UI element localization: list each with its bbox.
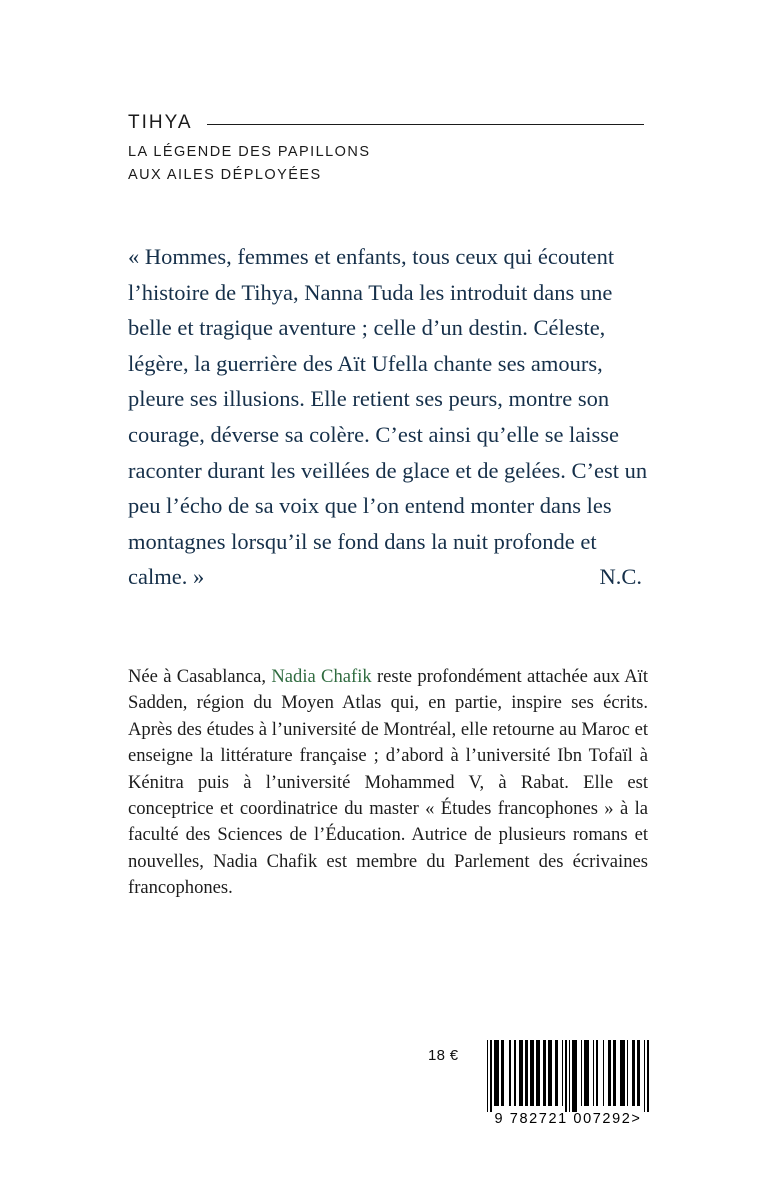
bio-text-before-name: Née à Casablanca, [128,666,272,687]
book-subtitle-line-1: LA LÉGENDE DES PAPILLONS [128,144,371,160]
bio-text-after-name: reste profondément attachée aux Aït Sadden, région du Moyen Atlas qui, en partie, inspire ses écrits. Après des études à l’université de Montréal, elle retourne au Maroc et enseigne la littérature française ; d’abord à l’université Ibn Tofaïl à Kénitra puis à l’université Mohammed V, à Rabat. Elle est conceptrice et coordinatrice du master « Études francophones » à la faculté des Sciences de l’Éducation. Autrice de plusieurs romans et nouvelles, Nadia Chafik est membre du Parlement des écrivaines francophones. [128,666,648,899]
book-title: TIHYA [128,112,193,133]
book-subtitle-line-2: AUX AILES DÉPLOYÉES [128,167,322,183]
quote-signature: N.C. [599,564,642,590]
quote-text: « Hommes, femmes et enfants, tous ceux qui écoutent l’histoire de Tihya, Nanna Tuda les introduit dans une belle et tragique aventure ; celle d’un destin. Céleste, légère, la guerrière des Aït Ufella chante ses amours, pleure ses illusions. Elle retient ses peurs, montre son courage, déverse sa colère. C’est ainsi qu’elle se laisse raconter durant les veillées de glace et de gelées. C’est un peu l’écho de sa voix que l’on entend monter dans les montagnes lorsqu’il se fond dans la nuit profonde et calme. » [128,244,648,590]
barcode-bars [487,1040,649,1112]
barcode-digits: 9 782721 007292> [494,1111,642,1127]
price-label: 18 € [428,1047,459,1064]
author-name: Nadia Chafik [271,666,372,687]
title-divider-rule [207,124,644,125]
title-block [128,112,644,187]
book-subtitle [128,141,644,187]
author-biography [128,664,648,902]
quote-block [128,239,648,595]
author-biography-paragraph [128,664,648,902]
barcode [487,1040,649,1140]
title-row [128,112,644,134]
